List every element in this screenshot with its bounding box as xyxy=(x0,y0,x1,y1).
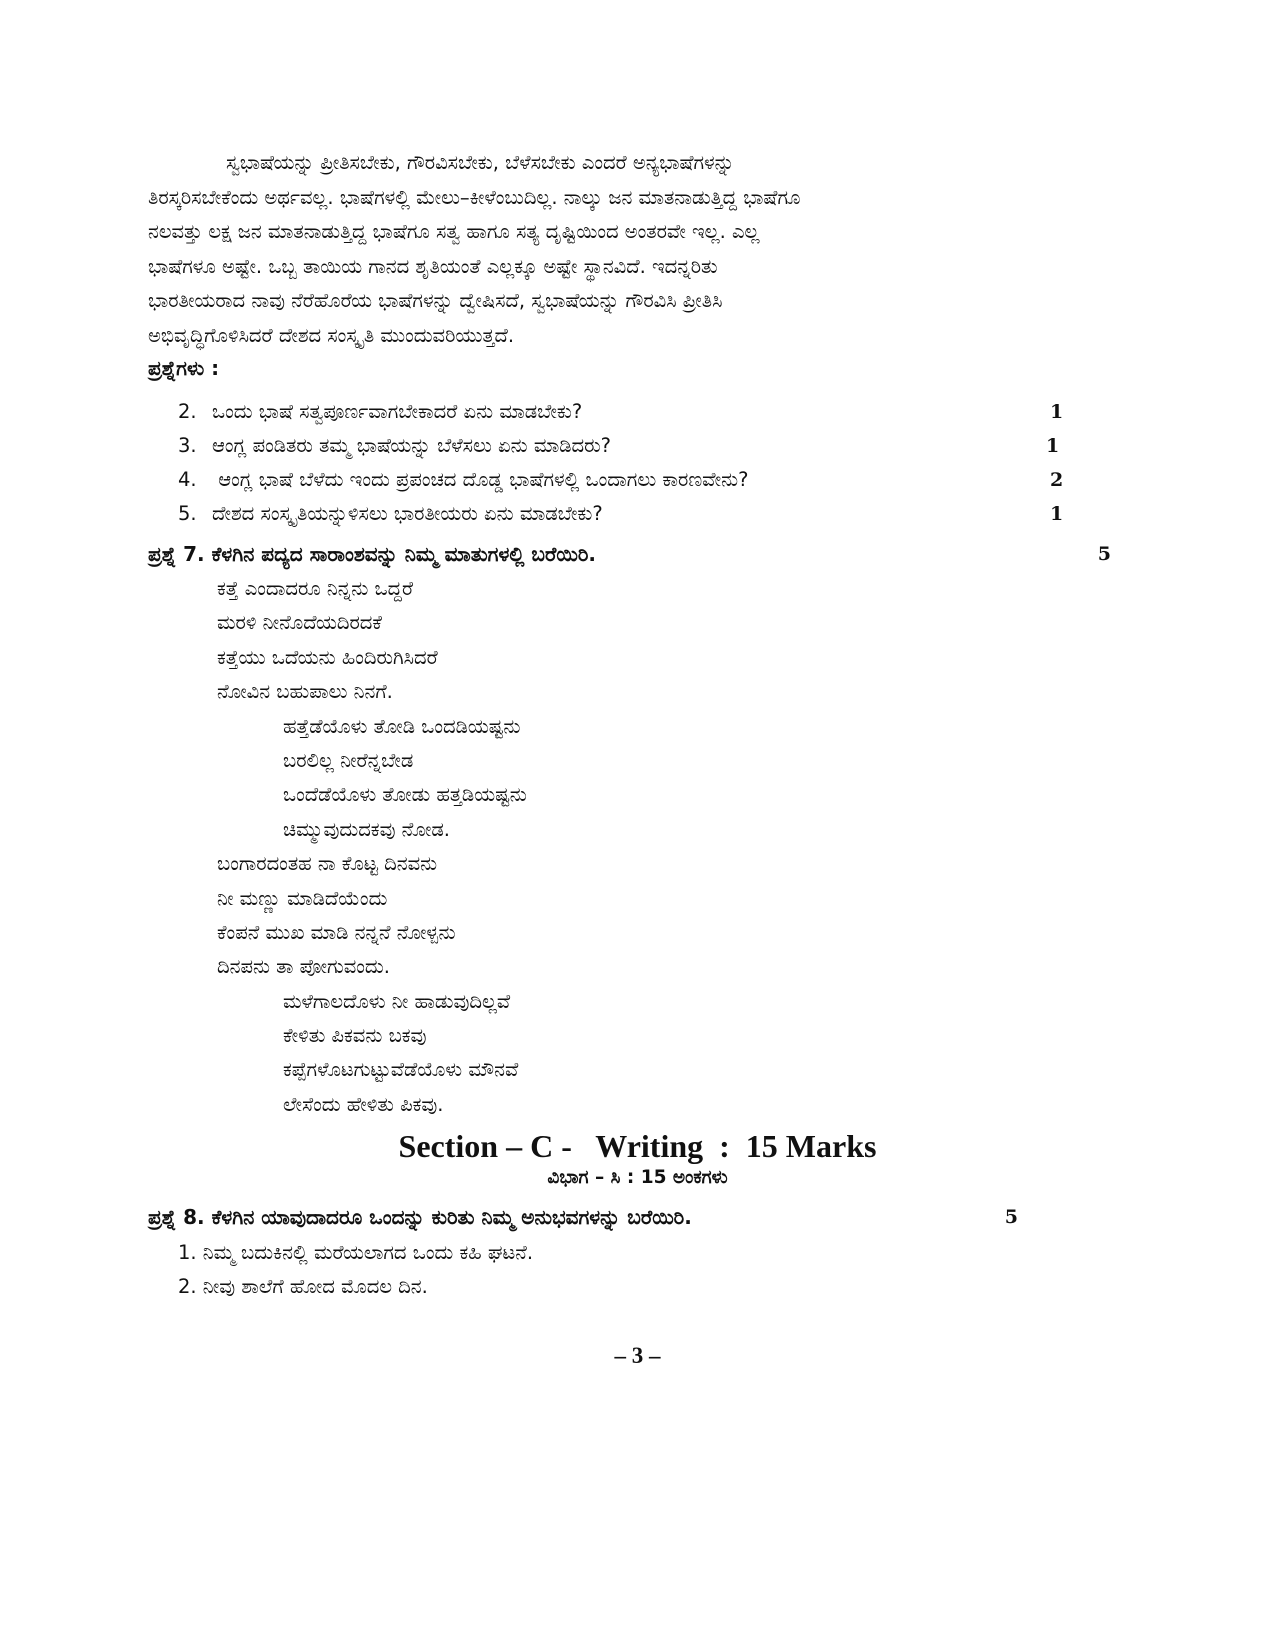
poem-line: ಬರಲಿಲ್ಲ ನೀರೆನ್ನಬೇಡ xyxy=(283,748,414,772)
poem-line: ಚಿಮ್ಮುವುದುದಕವು ನೋಡ. xyxy=(283,817,450,841)
passage-line: ಭಾಷೆಗಳೂ ಅಷ್ಟೇ. ಒಬ್ಬ ತಾಯಿಯ ಗಾನದ ಶೃತಿಯಂತೆ ಎಲ್ಲಕ್ಕೂ ಅಷ್ಟೇ ಸ್ಥಾನವಿದೆ. ಇದನ್ನರಿತು xyxy=(148,254,718,278)
question-marks: 1 xyxy=(1050,503,1064,525)
question-item xyxy=(178,429,1113,463)
question-text: ದೇಶದ ಸಂಸ್ಕೃತಿಯನ್ನುಳಿಸಲು ಭಾರತೀಯರು ಏನು ಮಾಡಬೇಕು? xyxy=(212,502,603,525)
question-item xyxy=(178,395,1113,429)
poem-line: ನೋವಿನ ಬಹುಪಾಲು ನಿನಗೆ. xyxy=(217,680,393,704)
poem-line: ಕಪ್ಪೆಗಳೊಟಗುಟ್ಟುವೆಡೆಯೊಳು ಮೌನವೆ xyxy=(283,1058,519,1082)
writing-option: 1. ನಿಮ್ಮ ಬದುಕಿನಲ್ಲಿ ಮರೆಯಲಾಗದ ಒಂದು ಕಹಿ ಘಟನೆ. xyxy=(178,1241,534,1264)
question-item xyxy=(178,497,1113,531)
section-title: Section – C - Writing : 15 Marks xyxy=(398,1128,877,1164)
question-number: 5. xyxy=(178,502,197,525)
question-text: ಆಂಗ್ಲ ಭಾಷೆ ಬೆಳೆದು ಇಂದು ಪ್ರಪಂಚದ ದೊಡ್ಡ ಭಾಷೆಗಳಲ್ಲಿ ಒಂದಾಗಲು ಕಾರಣವೇನು? xyxy=(212,468,749,491)
poem-line: ಮಳೆಗಾಲದೊಳು ನೀ ಹಾಡುವುದಿಲ್ಲವೆ xyxy=(283,989,511,1013)
passage-line: ನಲವತ್ತು ಲಕ್ಷ ಜನ ಮಾತನಾಡುತ್ತಿದ್ದ ಭಾಷೆಗೂ ಸತ್ವ ಹಾಗೂ ಸತ್ಯ ದೃಷ್ಟಿಯಿಂದ ಅಂತರವೇ ಇಲ್ಲ. ಎಲ್ಲ xyxy=(148,220,760,243)
question-7 xyxy=(148,537,1118,571)
passage-line: ಅಭಿವೃದ್ಧಿಗೊಳಿಸಿದರೆ ದೇಶದ ಸಂಸ್ಕೃತಿ ಮುಂದುವರಿಯುತ್ತದೆ. xyxy=(148,323,515,347)
question-number: 2. xyxy=(178,400,197,423)
question-7-text: ಪ್ರಶ್ನೆ 7. ಕೆಳಗಿನ ಪದ್ಯದ ಸಾರಾಂಶವನ್ನು ನಿಮ್ಮ ಮಾತುಗಳಲ್ಲಿ ಬರೆಯಿರಿ. xyxy=(148,542,596,566)
writing-option: 2. ನೀವು ಶಾಲೆಗೆ ಹೋದ ಮೊದಲ ದಿನ. xyxy=(178,1275,428,1298)
poem-line: ಕೆಂಪನೆ ಮುಖ ಮಾಡಿ ನನ್ನನೆ ನೋಳ್ಪನು xyxy=(217,920,456,944)
poem-line: ಲೇಸೆಂದು ಹೇಳಿತು ಪಿಕವು. xyxy=(283,1092,444,1116)
question-text: ಒಂದು ಭಾಷೆ ಸತ್ವಪೂರ್ಣವಾಗಬೇಕಾದರೆ ಏನು ಮಾಡಬೇಕು? xyxy=(212,400,583,423)
question-marks: 2 xyxy=(1050,469,1064,491)
poem-line: ಕತ್ತೆಯು ಒದೆಯನು ಹಿಂದಿರುಗಿಸಿದರೆ xyxy=(217,645,438,669)
poem xyxy=(217,572,527,1122)
question-8 xyxy=(148,1200,1018,1234)
question-text: ಆಂಗ್ಲ ಪಂಡಿತರು ತಮ್ಮ ಭಾಷೆಯನ್ನು ಬೆಳೆಸಲು ಏನು ಮಾಡಿದರು? xyxy=(212,434,612,457)
questions-heading: ಪ್ರಶ್ನೆಗಳು : xyxy=(148,356,220,380)
poem-line: ಕೇಳಿತು ಪಿಕವನು ಬಕವು xyxy=(283,1024,427,1048)
passage-line: ತಿರಸ್ಕರಿಸಬೇಕೆಂದು ಅರ್ಥವಲ್ಲ. ಭಾಷೆಗಳಲ್ಲಿ ಮೇಲು–ಕೀಳೆಂಬುದಿಲ್ಲ. ನಾಲ್ಕು ಜನ ಮಾತನಾಡುತ್ತಿದ್ದ ಭಾಷೆಗೂ xyxy=(148,185,801,209)
question-8-text: ಪ್ರಶ್ನೆ 8. ಕೆಳಗಿನ ಯಾವುದಾದರೂ ಒಂದನ್ನು ಕುರಿತು ನಿಮ್ಮ ಅನುಭವಗಳನ್ನು ಬರೆಯಿರಿ. xyxy=(148,1205,692,1229)
passage-line: ಭಾರತೀಯರಾದ ನಾವು ನೆರೆಹೊರೆಯ ಭಾಷೆಗಳನ್ನು ದ್ವೇಷಿಸದೆ, ಸ್ವಭಾಷೆಯನ್ನು ಗೌರವಿಸಿ ಪ್ರೀತಿಸಿ xyxy=(148,289,723,312)
poem-line: ಮರಳಿ ನೀನೊದೆಯದಿರದಕೆ xyxy=(217,611,382,635)
poem-line: ಹತ್ತೆಡೆಯೊಳು ತೋಡಿ ಒಂದಡಿಯಷ್ಟನು xyxy=(283,714,521,738)
poem-line: ಕತ್ತೆ ಎಂದಾದರೂ ನಿನ್ನನು ಒದ್ದರೆ xyxy=(217,577,414,600)
question-number: 4. xyxy=(178,468,197,491)
question-marks: 1 xyxy=(1046,435,1060,457)
poem-line: ನೀ ಮಣ್ಣು ಮಾಡಿದೆಯೆಂದು xyxy=(217,886,388,910)
question-8-marks: 5 xyxy=(1004,1206,1018,1228)
poem-line: ದಿನಪನು ತಾ ಪೋಗುವಂದು. xyxy=(217,955,390,979)
question-marks: 1 xyxy=(1050,401,1064,423)
poem-line: ಒಂದೆಡೆಯೊಳು ತೋಡು ಹತ್ತಡಿಯಷ್ಟನು xyxy=(283,783,527,807)
passage-line: ಸ್ವಭಾಷೆಯನ್ನು ಪ್ರೀತಿಸಬೇಕು, ಗೌರವಿಸಬೇಕು, ಬೆಳೆಸಬೇಕು ಎಂದರೆ ಅನ್ಯಭಾಷೆಗಳನ್ನು xyxy=(226,151,735,174)
page-number: – 3 – xyxy=(614,1343,661,1368)
question-item xyxy=(178,463,1113,497)
poem-line: ಬಂಗಾರದಂತಹ ನಾ ಕೊಟ್ಟ ದಿನವನು xyxy=(217,852,438,876)
question-list xyxy=(178,395,1113,531)
writing-options xyxy=(178,1236,533,1304)
passage-paragraph xyxy=(148,146,1118,353)
question-7-marks: 5 xyxy=(1097,543,1111,565)
section-subtitle: ವಿಭಾಗ – ಸಿ : 15 ಅಂಕಗಳು xyxy=(547,1167,728,1188)
question-number: 3. xyxy=(178,434,197,457)
